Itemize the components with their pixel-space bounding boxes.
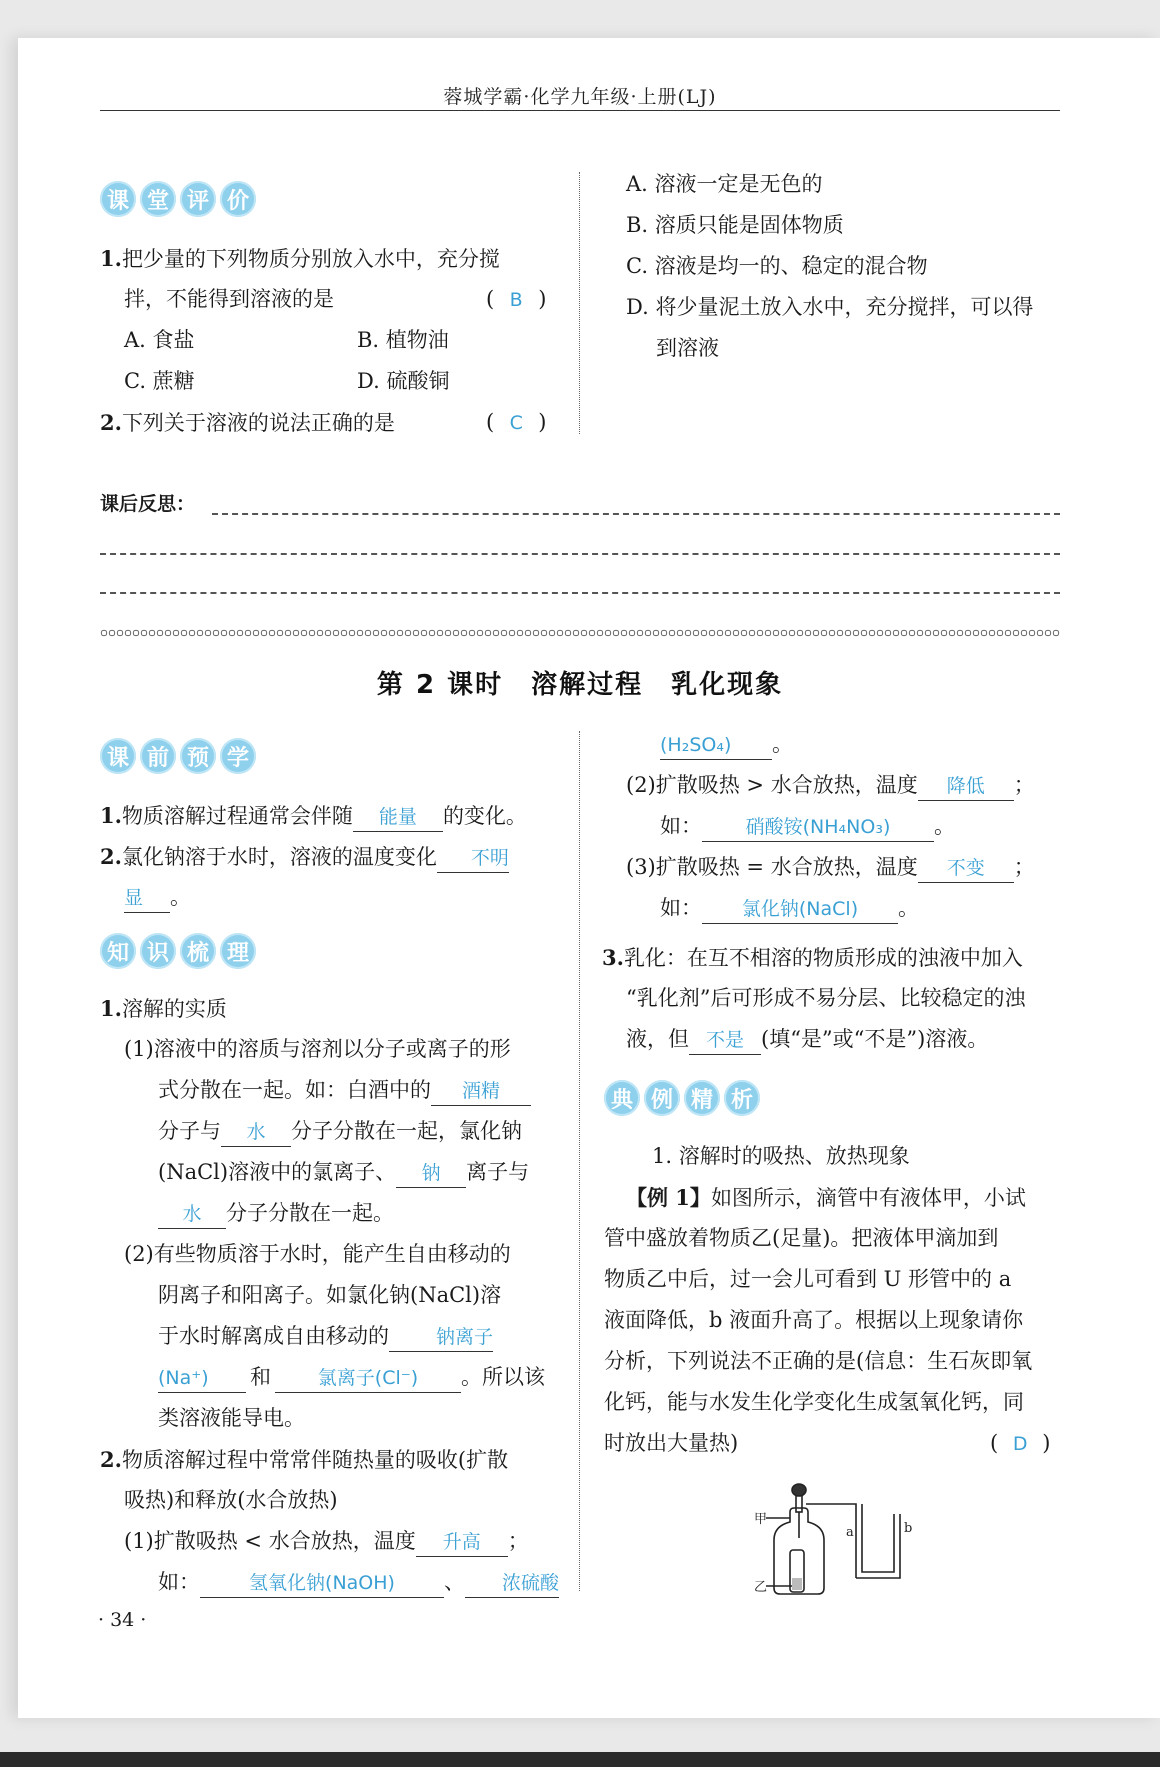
answer-blank: 氯化钠(NaCl) — [702, 895, 898, 924]
badge-char: 典 — [604, 1080, 640, 1116]
knowledge-line — [158, 1111, 522, 1152]
q2-option-a: A. 溶液一定是无色的 — [626, 172, 823, 196]
text: 如： — [660, 896, 702, 920]
knowledge-line — [158, 1070, 531, 1111]
example-answer: ( D ) — [990, 1423, 1050, 1465]
question-number: 2. — [100, 410, 122, 435]
question-2 — [100, 402, 395, 444]
answer-blank: 硝酸铵(NH₄NO₃) — [702, 813, 934, 842]
question-1-line2: 拌，不能得到溶液的是 — [124, 287, 334, 311]
column-divider — [579, 731, 580, 1591]
knowledge-line: 阴离子和阳离子。如氯化钠(NaCl)溶 — [158, 1283, 502, 1307]
answer-blank: 氢氧化钠(NaOH) — [200, 1569, 444, 1598]
badge-char: 评 — [180, 181, 216, 217]
question-number: 1. — [100, 996, 122, 1021]
knowledge-line — [660, 724, 793, 765]
badge-classroom-evaluation — [100, 181, 256, 217]
text: (2)扩散吸热 > 水合放热，温度 — [626, 773, 918, 797]
badge-char: 析 — [724, 1080, 760, 1116]
text: 。 — [898, 896, 919, 920]
text: (1)扩散吸热 < 水合放热，温度 — [124, 1529, 416, 1553]
knowledge-p2 — [100, 1439, 508, 1481]
text: (NaCl)溶液中的氯离子、 — [158, 1160, 397, 1184]
section-divider-wavy — [100, 629, 1060, 637]
answer-blank: 浓硫酸 — [465, 1569, 559, 1598]
text: 。 — [934, 814, 955, 838]
column-divider — [579, 172, 580, 434]
example-line: 化钙，能与水发生化学变化生成氢氧化钙，同 — [604, 1390, 1024, 1414]
question-text: 氯化钠溶于水时，溶液的温度变化 — [121, 845, 437, 869]
badge-char: 学 — [220, 738, 256, 774]
knowledge-p3 — [602, 937, 1023, 979]
knowledge-line — [158, 1316, 493, 1357]
q2-option-d: D. 将少量泥土放入水中，充分搅拌，可以得 — [626, 295, 1034, 319]
example-line: 时放出大量热) — [604, 1431, 739, 1455]
text: 。所以该 — [461, 1365, 545, 1389]
question-2-answer: ( C ) — [486, 402, 546, 444]
text: 分子分散在一起。 — [226, 1201, 394, 1225]
text: 式分散在一起。如：白酒中的 — [158, 1078, 431, 1102]
text: 物质溶解过程中常常伴随热量的吸收(扩散 — [121, 1448, 509, 1472]
text: (3)扩散吸热 = 水合放热，温度 — [626, 855, 918, 879]
answer-text: D — [1012, 1433, 1028, 1455]
answer-blank: 升高 — [416, 1528, 508, 1557]
label-b: b — [904, 1521, 913, 1536]
header-rule — [100, 110, 1060, 111]
knowledge-line — [158, 1152, 529, 1193]
question-1-answer: ( B ) — [486, 279, 546, 321]
badge-preview — [100, 738, 256, 774]
knowledge-line — [158, 1193, 394, 1234]
apparatus-figure — [744, 1478, 924, 1598]
example-line: 管中盛放着物质乙(足量)。把液体甲滴加到 — [604, 1226, 999, 1250]
text: 离子与 — [466, 1160, 530, 1184]
text: 分子与 — [158, 1119, 221, 1143]
answer-blank: 氯离子(Cl⁻) — [275, 1364, 461, 1393]
knowledge-line — [660, 806, 955, 847]
bottom-bar — [0, 1752, 1160, 1767]
answer-blank: (H₂SO₄) — [660, 731, 772, 760]
text: 如： — [660, 814, 702, 838]
answer-blank: 不明 — [437, 844, 509, 873]
question-text: 。 — [170, 885, 191, 909]
answer-blank: 不是 — [689, 1026, 761, 1055]
question-number: 1. — [100, 246, 122, 271]
question-number: 3. — [602, 945, 624, 970]
knowledge-line: 吸热)和释放(水合放热) — [124, 1488, 338, 1512]
badge-char: 知 — [100, 933, 136, 969]
option-a: A. 食盐 — [124, 328, 195, 352]
text: 如图所示，滴管中有液体甲，小试 — [710, 1186, 1026, 1210]
question-number: 2. — [100, 1447, 122, 1472]
answer-blank: 水 — [158, 1200, 226, 1229]
knowledge-line: 类溶液能导电。 — [158, 1406, 305, 1430]
question-text: 物质溶解过程通常会伴随 — [121, 804, 353, 828]
badge-char: 精 — [684, 1080, 720, 1116]
question-number: 2. — [100, 844, 122, 869]
knowledge-line — [626, 765, 1035, 806]
question-text: 的变化。 — [442, 804, 527, 828]
badge-char: 课 — [100, 738, 136, 774]
knowledge-line — [626, 847, 1035, 888]
knowledge-line — [660, 888, 919, 929]
answer-blank: 显 — [124, 884, 170, 913]
text: 和 — [250, 1365, 271, 1389]
reflection-label: 课后反思： — [100, 493, 196, 515]
knowledge-line: “乳化剂”后可形成不易分层、比较稳定的浊 — [626, 986, 1026, 1010]
text: 分子分散在一起，氯化钠 — [291, 1119, 522, 1143]
text: ； — [507, 1529, 529, 1553]
q2-option-d-cont: 到溶液 — [656, 336, 719, 360]
badge-char: 价 — [220, 181, 256, 217]
example-line: 物质乙中后，过一会儿可看到 U 形管中的 a — [604, 1267, 1012, 1291]
q2-option-c: C. 溶液是均一的、稳定的混合物 — [626, 254, 928, 278]
answer-text: C — [509, 412, 523, 434]
label-yi: 乙 — [754, 1580, 768, 1595]
q2-option-b: B. 溶质只能是固体物质 — [626, 213, 844, 237]
answer-blank: 水 — [221, 1118, 291, 1147]
label-jia: 甲 — [754, 1512, 768, 1527]
text: 如： — [158, 1570, 200, 1594]
answer-blank: (Na⁺) — [158, 1364, 246, 1393]
question-text: 下列关于溶液的说法正确的是 — [121, 411, 395, 435]
example-line: 液面降低，b 液面升高了。根据以上现象请你 — [604, 1308, 1024, 1332]
reflection-line — [212, 513, 1060, 515]
badge-char: 堂 — [140, 181, 176, 217]
question-text: 把少量的下列物质分别放入水中，充分搅 — [121, 247, 500, 271]
badge-char: 前 — [140, 738, 176, 774]
knowledge-line: (2)有些物质溶于水时，能产生自由移动的 — [124, 1242, 511, 1266]
point-title: 溶解的实质 — [121, 997, 227, 1021]
example-line — [626, 1177, 1026, 1219]
preview-q2-cont — [124, 877, 191, 918]
lesson-title: 第 2 课时 溶解过程 乳化现象 — [376, 670, 784, 700]
answer-blank: 能量 — [353, 803, 443, 832]
text: 、 — [444, 1570, 465, 1594]
book-header: 蓉城学霸·化学九年级·上册(LJ) — [443, 86, 717, 108]
example-line: 分析，下列说法不正确的是(信息：生石灰即氧 — [604, 1349, 1033, 1373]
reflection-line — [100, 592, 1060, 594]
text: ； — [1013, 855, 1035, 879]
question-1-line1 — [100, 238, 500, 280]
option-b: B. 植物油 — [357, 328, 449, 352]
text: 乳化：在互不相溶的物质形成的浊液中加入 — [623, 946, 1023, 970]
answer-text: B — [509, 289, 523, 311]
knowledge-line: (1)溶液中的溶质与溶剂以分子或离子的形 — [124, 1037, 511, 1061]
page-number: · 34 · — [98, 1609, 147, 1631]
badge-char: 课 — [100, 181, 136, 217]
text: 液，但 — [626, 1027, 689, 1051]
knowledge-line — [124, 1521, 529, 1562]
reflection-line — [100, 553, 1060, 555]
question-number: 1. — [100, 803, 122, 828]
badge-char: 例 — [644, 1080, 680, 1116]
answer-blank: 钠离子 — [389, 1323, 493, 1352]
answer-blank: 酒精 — [431, 1077, 531, 1106]
knowledge-p1-title — [100, 988, 227, 1030]
example-label: 【例 1】 — [626, 1185, 711, 1210]
text: ； — [1013, 773, 1035, 797]
preview-q1 — [100, 795, 527, 837]
label-a: a — [846, 1525, 854, 1540]
badge-example — [604, 1080, 760, 1116]
option-c: C. 蔗糖 — [124, 369, 195, 393]
knowledge-line — [158, 1357, 545, 1398]
text: 于水时解离成自由移动的 — [158, 1324, 389, 1348]
answer-blank: 钠 — [396, 1159, 466, 1188]
badge-char: 识 — [140, 933, 176, 969]
text: 。 — [772, 732, 793, 756]
option-d: D. 硫酸铜 — [357, 369, 450, 393]
answer-blank: 降低 — [918, 772, 1014, 801]
example-heading: 1. 溶解时的吸热、放热现象 — [652, 1144, 910, 1168]
knowledge-line — [626, 1019, 988, 1060]
badge-knowledge — [100, 933, 256, 969]
badge-char: 梳 — [180, 933, 216, 969]
badge-char: 理 — [220, 933, 256, 969]
text: (填“是”或“不是”)溶液。 — [761, 1027, 989, 1051]
preview-q2 — [100, 836, 509, 878]
knowledge-line — [158, 1562, 559, 1603]
badge-char: 预 — [180, 738, 216, 774]
answer-blank: 不变 — [918, 854, 1014, 883]
